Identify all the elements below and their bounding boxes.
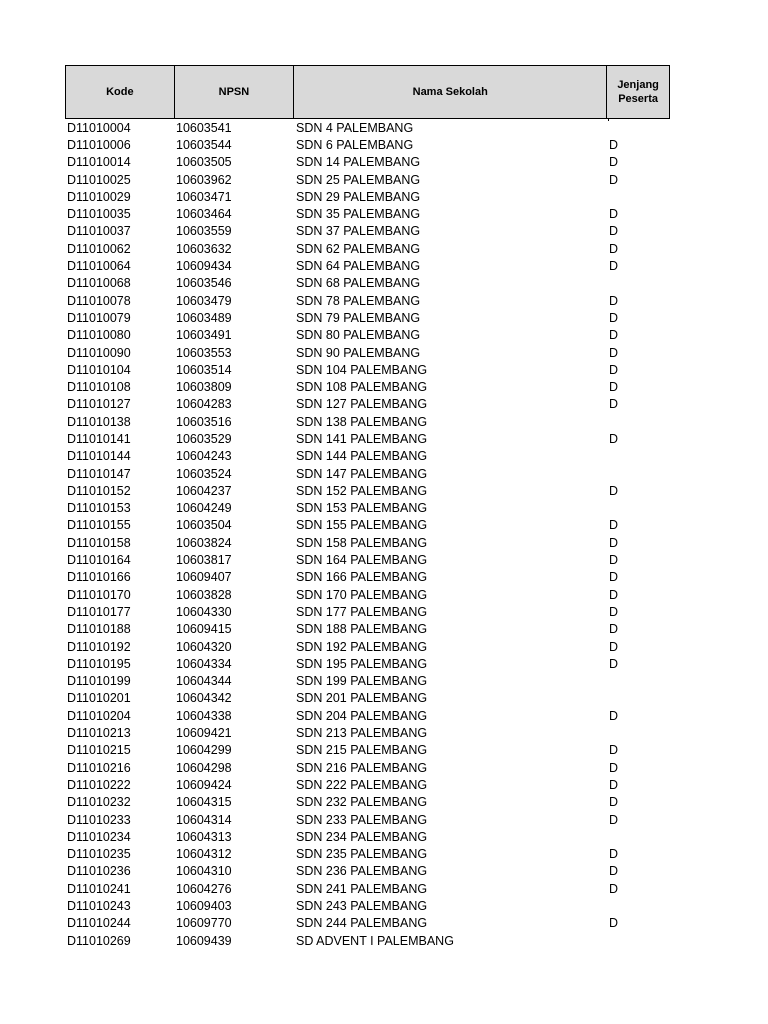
table-row[interactable] xyxy=(65,603,670,620)
cell-kode[interactable]: D11010147 xyxy=(67,466,131,481)
cell-jenjang[interactable]: D xyxy=(609,587,619,602)
cell-nama-sekolah[interactable]: SDN 164 PALEMBANG xyxy=(296,553,428,568)
cell-npsn[interactable]: 10603632 xyxy=(176,241,232,256)
cell-npsn[interactable]: 10603504 xyxy=(176,518,232,533)
cell-kode[interactable]: D11010215 xyxy=(67,743,131,758)
cell-kode[interactable]: D11010201 xyxy=(67,691,131,706)
cell-nama-sekolah[interactable]: SDN 90 PALEMBANG xyxy=(296,345,421,360)
cell-nama-sekolah[interactable]: SDN 64 PALEMBANG xyxy=(296,259,421,274)
cell-npsn[interactable]: 10604312 xyxy=(176,847,232,862)
cell-npsn[interactable]: 10603464 xyxy=(176,207,232,222)
cell-npsn[interactable]: 10604243 xyxy=(176,449,232,464)
cell-npsn[interactable]: 10609439 xyxy=(176,933,232,948)
cell-npsn[interactable]: 10609415 xyxy=(176,622,232,637)
cell-jenjang[interactable]: D xyxy=(609,622,619,637)
cell-jenjang[interactable]: D xyxy=(609,224,619,239)
cell-kode[interactable]: D11010158 xyxy=(67,535,131,550)
table-row[interactable] xyxy=(65,327,670,344)
cell-nama-sekolah[interactable]: SDN 108 PALEMBANG xyxy=(296,380,428,395)
table-row[interactable] xyxy=(65,240,670,257)
cell-nama-sekolah[interactable]: SDN 144 PALEMBANG xyxy=(296,449,428,464)
table-row[interactable] xyxy=(65,742,670,759)
cell-kode[interactable]: D11010222 xyxy=(67,777,131,792)
table-row[interactable] xyxy=(65,257,670,274)
table-row[interactable] xyxy=(65,430,670,447)
cell-jenjang[interactable]: D xyxy=(609,483,619,498)
cell-npsn[interactable]: 10609434 xyxy=(176,259,232,274)
table-row[interactable] xyxy=(65,828,670,845)
table-row[interactable] xyxy=(65,154,670,171)
cell-jenjang[interactable]: D xyxy=(609,241,619,256)
table-header xyxy=(65,65,670,119)
cell-jenjang[interactable]: D xyxy=(609,812,619,827)
table-row[interactable] xyxy=(65,932,670,949)
cell-kode[interactable]: D11010144 xyxy=(67,449,131,464)
cell-npsn[interactable]: 10609770 xyxy=(176,916,232,931)
table-row[interactable] xyxy=(65,500,670,517)
cell-nama-sekolah[interactable]: SDN 199 PALEMBANG xyxy=(296,674,428,689)
cell-kode[interactable]: D11010236 xyxy=(67,864,131,879)
table-row[interactable] xyxy=(65,361,670,378)
cell-jenjang[interactable]: D xyxy=(609,535,619,550)
table-row[interactable] xyxy=(65,776,670,793)
table-body xyxy=(65,119,670,949)
cell-nama-sekolah[interactable]: SDN 158 PALEMBANG xyxy=(296,535,428,550)
cell-nama-sekolah[interactable]: SDN 177 PALEMBANG xyxy=(296,604,428,619)
cell-npsn[interactable]: 10603471 xyxy=(176,189,232,204)
table-row[interactable] xyxy=(65,759,670,776)
cell-npsn[interactable]: 10604330 xyxy=(176,604,232,619)
cell-jenjang[interactable]: D xyxy=(609,362,619,377)
cell-kode[interactable]: D11010170 xyxy=(67,587,131,602)
cell-nama-sekolah[interactable]: SDN 213 PALEMBANG xyxy=(296,726,428,741)
cell-npsn[interactable]: 10604313 xyxy=(176,829,232,844)
cell-nama-sekolah[interactable]: SDN 188 PALEMBANG xyxy=(296,622,428,637)
cell-kode[interactable]: D11010244 xyxy=(67,916,131,931)
table-row[interactable] xyxy=(65,690,670,707)
cell-npsn[interactable]: 10603529 xyxy=(176,431,232,446)
table-row[interactable] xyxy=(65,171,670,188)
table-row[interactable] xyxy=(65,275,670,292)
cell-kode[interactable]: D11010127 xyxy=(67,397,131,412)
cell-nama-sekolah[interactable]: SDN 215 PALEMBANG xyxy=(296,743,428,758)
cell-nama-sekolah[interactable]: SDN 25 PALEMBANG xyxy=(296,172,421,187)
cell-nama-sekolah[interactable]: SDN 68 PALEMBANG xyxy=(296,276,421,291)
table-row[interactable] xyxy=(65,223,670,240)
cell-kode[interactable]: D11010234 xyxy=(67,829,131,844)
cell-kode[interactable]: D11010235 xyxy=(67,847,131,862)
cell-npsn[interactable]: 10604334 xyxy=(176,656,232,671)
table-row[interactable] xyxy=(65,413,670,430)
cell-kode[interactable]: D11010269 xyxy=(67,933,131,948)
table-row[interactable] xyxy=(65,309,670,326)
table-row[interactable] xyxy=(65,707,670,724)
cell-kode[interactable]: D11010241 xyxy=(67,881,131,896)
cell-npsn[interactable]: 10603491 xyxy=(176,328,232,343)
cell-npsn[interactable]: 10603505 xyxy=(176,155,232,170)
table-row[interactable] xyxy=(65,205,670,222)
table-row[interactable] xyxy=(65,915,670,932)
cell-npsn[interactable]: 10604299 xyxy=(176,743,232,758)
cell-npsn[interactable]: 10603809 xyxy=(176,380,232,395)
table-row[interactable] xyxy=(65,673,670,690)
cell-kode[interactable]: D11010199 xyxy=(67,674,131,689)
cell-jenjang[interactable]: D xyxy=(609,207,619,222)
cell-npsn[interactable]: 10603824 xyxy=(176,535,232,550)
cell-nama-sekolah[interactable]: SDN 201 PALEMBANG xyxy=(296,691,428,706)
cell-npsn[interactable]: 10604320 xyxy=(176,639,232,654)
cell-npsn[interactable]: 10603546 xyxy=(176,276,232,291)
cell-nama-sekolah[interactable]: SDN 127 PALEMBANG xyxy=(296,397,428,412)
cell-npsn[interactable]: 10603541 xyxy=(176,120,232,135)
table-row[interactable] xyxy=(65,621,670,638)
cell-jenjang[interactable]: D xyxy=(609,881,619,896)
cell-nama-sekolah[interactable]: SDN 222 PALEMBANG xyxy=(296,777,428,792)
cell-kode[interactable]: D11010025 xyxy=(67,172,131,187)
cell-nama-sekolah[interactable]: SDN 233 PALEMBANG xyxy=(296,812,428,827)
cell-nama-sekolah[interactable]: SD ADVENT I PALEMBANG xyxy=(296,933,454,948)
cell-nama-sekolah[interactable]: SDN 232 PALEMBANG xyxy=(296,795,428,810)
table-row[interactable] xyxy=(65,569,670,586)
cell-nama-sekolah[interactable]: SDN 6 PALEMBANG xyxy=(296,137,414,152)
cell-jenjang[interactable]: D xyxy=(609,553,619,568)
table-row[interactable] xyxy=(65,845,670,862)
cell-jenjang[interactable]: D xyxy=(609,743,619,758)
cell-nama-sekolah[interactable]: SDN 166 PALEMBANG xyxy=(296,570,428,585)
cell-kode[interactable]: D11010152 xyxy=(67,483,131,498)
cell-jenjang[interactable]: D xyxy=(609,172,619,187)
cell-kode[interactable]: D11010004 xyxy=(67,120,131,135)
cell-nama-sekolah[interactable]: SDN 192 PALEMBANG xyxy=(296,639,428,654)
cell-kode[interactable]: D11010204 xyxy=(67,708,131,723)
table-row[interactable] xyxy=(65,396,670,413)
cell-npsn[interactable]: 10603516 xyxy=(176,414,232,429)
cell-kode[interactable]: D11010233 xyxy=(67,812,131,827)
table-row[interactable] xyxy=(65,292,670,309)
cell-kode[interactable]: D11010035 xyxy=(67,207,131,222)
cell-npsn[interactable]: 10603828 xyxy=(176,587,232,602)
cell-npsn[interactable]: 10609403 xyxy=(176,899,232,913)
cell-nama-sekolah[interactable]: SDN 35 PALEMBANG xyxy=(296,207,421,222)
table-row[interactable] xyxy=(65,638,670,655)
cell-nama-sekolah[interactable]: SDN 152 PALEMBANG xyxy=(296,483,428,498)
table-row[interactable] xyxy=(65,378,670,395)
cell-npsn[interactable]: 10604314 xyxy=(176,812,232,827)
cell-npsn[interactable]: 10603514 xyxy=(176,362,232,377)
table-row[interactable] xyxy=(65,119,670,136)
cell-kode[interactable]: D11010079 xyxy=(67,310,131,325)
cell-kode[interactable]: D11010014 xyxy=(67,155,131,170)
cell-npsn[interactable]: 10604342 xyxy=(176,691,232,706)
cell-nama-sekolah[interactable]: SDN 78 PALEMBANG xyxy=(296,293,421,308)
cell-npsn[interactable]: 10604249 xyxy=(176,501,232,516)
table-row[interactable] xyxy=(65,465,670,482)
cell-npsn[interactable]: 10609421 xyxy=(176,726,232,741)
cell-nama-sekolah[interactable]: SDN 4 PALEMBANG xyxy=(296,120,414,135)
cell-nama-sekolah[interactable]: SDN 29 PALEMBANG xyxy=(296,189,421,204)
cell-kode[interactable]: D11010232 xyxy=(67,795,131,810)
cell-kode[interactable]: D11010090 xyxy=(67,345,131,360)
cell-jenjang[interactable]: D xyxy=(609,847,619,862)
table-row[interactable] xyxy=(65,880,670,897)
cell-kode[interactable]: D11010243 xyxy=(67,899,131,913)
cell-nama-sekolah[interactable]: SDN 204 PALEMBANG xyxy=(296,708,428,723)
cell-nama-sekolah[interactable]: SDN 79 PALEMBANG xyxy=(296,310,421,325)
cell-kode[interactable]: D11010188 xyxy=(67,622,131,637)
cell-kode[interactable]: D11010192 xyxy=(67,639,131,654)
cell-npsn[interactable]: 10603489 xyxy=(176,310,232,325)
cell-jenjang[interactable]: D xyxy=(609,380,619,395)
table-row[interactable] xyxy=(65,794,670,811)
table-row[interactable] xyxy=(65,655,670,672)
cell-kode[interactable]: D11010195 xyxy=(67,656,131,671)
cell-nama-sekolah[interactable]: SDN 243 PALEMBANG xyxy=(296,899,428,913)
cell-kode[interactable]: D11010213 xyxy=(67,726,131,741)
cell-npsn[interactable]: 10604315 xyxy=(176,795,232,810)
cell-nama-sekolah[interactable]: SDN 138 PALEMBANG xyxy=(296,414,428,429)
cell-jenjang[interactable]: D xyxy=(609,864,619,879)
cell-kode[interactable]: D11010064 xyxy=(67,259,131,274)
cell-nama-sekolah[interactable]: SDN 234 PALEMBANG xyxy=(296,829,428,844)
cell-npsn[interactable]: 10604283 xyxy=(176,397,232,412)
cell-nama-sekolah[interactable]: SDN 37 PALEMBANG xyxy=(296,224,421,239)
cell-nama-sekolah[interactable]: SDN 62 PALEMBANG xyxy=(296,241,421,256)
cell-jenjang[interactable]: D xyxy=(609,604,619,619)
cell-nama-sekolah[interactable]: SDN 153 PALEMBANG xyxy=(296,501,428,516)
cell-jenjang[interactable]: D xyxy=(609,259,619,274)
cell-jenjang[interactable]: D xyxy=(609,397,619,412)
cell-kode[interactable]: D11010138 xyxy=(67,414,131,429)
cell-npsn[interactable]: 10603479 xyxy=(176,293,232,308)
table-row[interactable] xyxy=(65,724,670,741)
cell-npsn[interactable]: 10609424 xyxy=(176,777,232,792)
cell-npsn[interactable]: 10609407 xyxy=(176,570,232,585)
cell-kode[interactable]: D11010164 xyxy=(67,553,131,568)
table-row[interactable] xyxy=(65,136,670,153)
cell-nama-sekolah[interactable]: SDN 104 PALEMBANG xyxy=(296,362,428,377)
cell-nama-sekolah[interactable]: SDN 80 PALEMBANG xyxy=(296,328,421,343)
cell-kode[interactable]: D11010006 xyxy=(67,137,131,152)
cell-jenjang[interactable]: D xyxy=(609,760,619,775)
cell-kode[interactable]: D11010037 xyxy=(67,224,131,239)
cell-jenjang[interactable]: D xyxy=(609,431,619,446)
cell-jenjang[interactable]: D xyxy=(609,155,619,170)
cell-nama-sekolah[interactable]: SDN 141 PALEMBANG xyxy=(296,431,428,446)
cell-jenjang[interactable]: D xyxy=(609,916,619,931)
cell-jenjang[interactable]: D xyxy=(609,777,619,792)
cell-kode[interactable]: D11010029 xyxy=(67,189,131,204)
cell-jenjang[interactable]: D xyxy=(609,795,619,810)
cell-kode[interactable]: D11010166 xyxy=(67,570,131,585)
table-row[interactable] xyxy=(65,551,670,568)
cell-kode[interactable]: D11010177 xyxy=(67,604,131,619)
cell-npsn[interactable]: 10604276 xyxy=(176,881,232,896)
cell-npsn[interactable]: 10604344 xyxy=(176,674,232,689)
cell-npsn[interactable]: 10603544 xyxy=(176,137,232,152)
cell-kode[interactable]: D11010153 xyxy=(67,501,131,516)
cell-jenjang[interactable]: D xyxy=(609,570,619,585)
cell-jenjang[interactable]: D xyxy=(609,328,619,343)
cell-npsn[interactable]: 10604338 xyxy=(176,708,232,723)
header-nama-sekolah[interactable]: Nama Sekolah xyxy=(294,66,607,118)
cell-npsn[interactable]: 10603559 xyxy=(176,224,232,239)
cell-npsn[interactable]: 10603817 xyxy=(176,553,232,568)
cell-kode[interactable]: D11010108 xyxy=(67,380,131,395)
cell-npsn[interactable]: 10604298 xyxy=(176,760,232,775)
table-row[interactable] xyxy=(65,188,670,205)
school-table xyxy=(65,65,670,949)
cell-nama-sekolah[interactable]: SDN 236 PALEMBANG xyxy=(296,864,428,879)
cell-kode[interactable]: D11010155 xyxy=(67,518,131,533)
cell-nama-sekolah[interactable]: SDN 216 PALEMBANG xyxy=(296,760,428,775)
cell-nama-sekolah[interactable]: SDN 235 PALEMBANG xyxy=(296,847,428,862)
cell-kode[interactable]: D11010078 xyxy=(67,293,131,308)
cell-jenjang[interactable]: D xyxy=(609,639,619,654)
table-row[interactable] xyxy=(65,448,670,465)
table-row[interactable] xyxy=(65,344,670,361)
cell-npsn[interactable]: 10604310 xyxy=(176,864,232,879)
table-row[interactable] xyxy=(65,863,670,880)
cell-kode[interactable]: D11010062 xyxy=(67,241,131,256)
cell-nama-sekolah[interactable]: SDN 241 PALEMBANG xyxy=(296,881,428,896)
header-npsn[interactable]: NPSN xyxy=(175,66,295,118)
cell-kode[interactable]: D11010080 xyxy=(67,328,131,343)
cell-nama-sekolah[interactable]: SDN 14 PALEMBANG xyxy=(296,155,421,170)
cell-npsn[interactable]: 10603962 xyxy=(176,172,232,187)
cell-jenjang[interactable]: D xyxy=(609,708,619,723)
cell-kode[interactable]: D11010068 xyxy=(67,276,131,291)
cell-npsn[interactable]: 10604237 xyxy=(176,483,232,498)
cell-nama-sekolah[interactable]: SDN 195 PALEMBANG xyxy=(296,656,428,671)
table-row[interactable] xyxy=(65,586,670,603)
cell-jenjang[interactable]: D xyxy=(609,518,619,533)
cell-npsn[interactable]: 10603553 xyxy=(176,345,232,360)
table-row[interactable] xyxy=(65,534,670,551)
header-jenjang-peserta[interactable]: Jenjang Peserta xyxy=(617,79,659,105)
table-row[interactable] xyxy=(65,811,670,828)
table-row[interactable] xyxy=(65,897,670,914)
cell-kode[interactable]: D11010104 xyxy=(67,362,131,377)
cell-nama-sekolah[interactable]: SDN 244 PALEMBANG xyxy=(296,916,428,931)
cell-nama-sekolah[interactable]: SDN 155 PALEMBANG xyxy=(296,518,428,533)
cell-npsn[interactable]: 10603524 xyxy=(176,466,232,481)
cell-jenjang[interactable]: D xyxy=(609,656,619,671)
cell-kode[interactable]: D11010141 xyxy=(67,431,131,446)
cell-nama-sekolah[interactable]: SDN 170 PALEMBANG xyxy=(296,587,428,602)
cell-jenjang[interactable]: D xyxy=(609,137,619,152)
column-divider xyxy=(608,118,609,121)
header-kode[interactable]: Kode xyxy=(66,66,175,118)
cell-jenjang[interactable]: D xyxy=(609,310,619,325)
table-row[interactable] xyxy=(65,482,670,499)
cell-jenjang[interactable]: D xyxy=(609,293,619,308)
cell-kode[interactable]: D11010216 xyxy=(67,760,131,775)
cell-nama-sekolah[interactable]: SDN 147 PALEMBANG xyxy=(296,466,428,481)
cell-jenjang[interactable]: D xyxy=(609,345,619,360)
table-row[interactable] xyxy=(65,517,670,534)
